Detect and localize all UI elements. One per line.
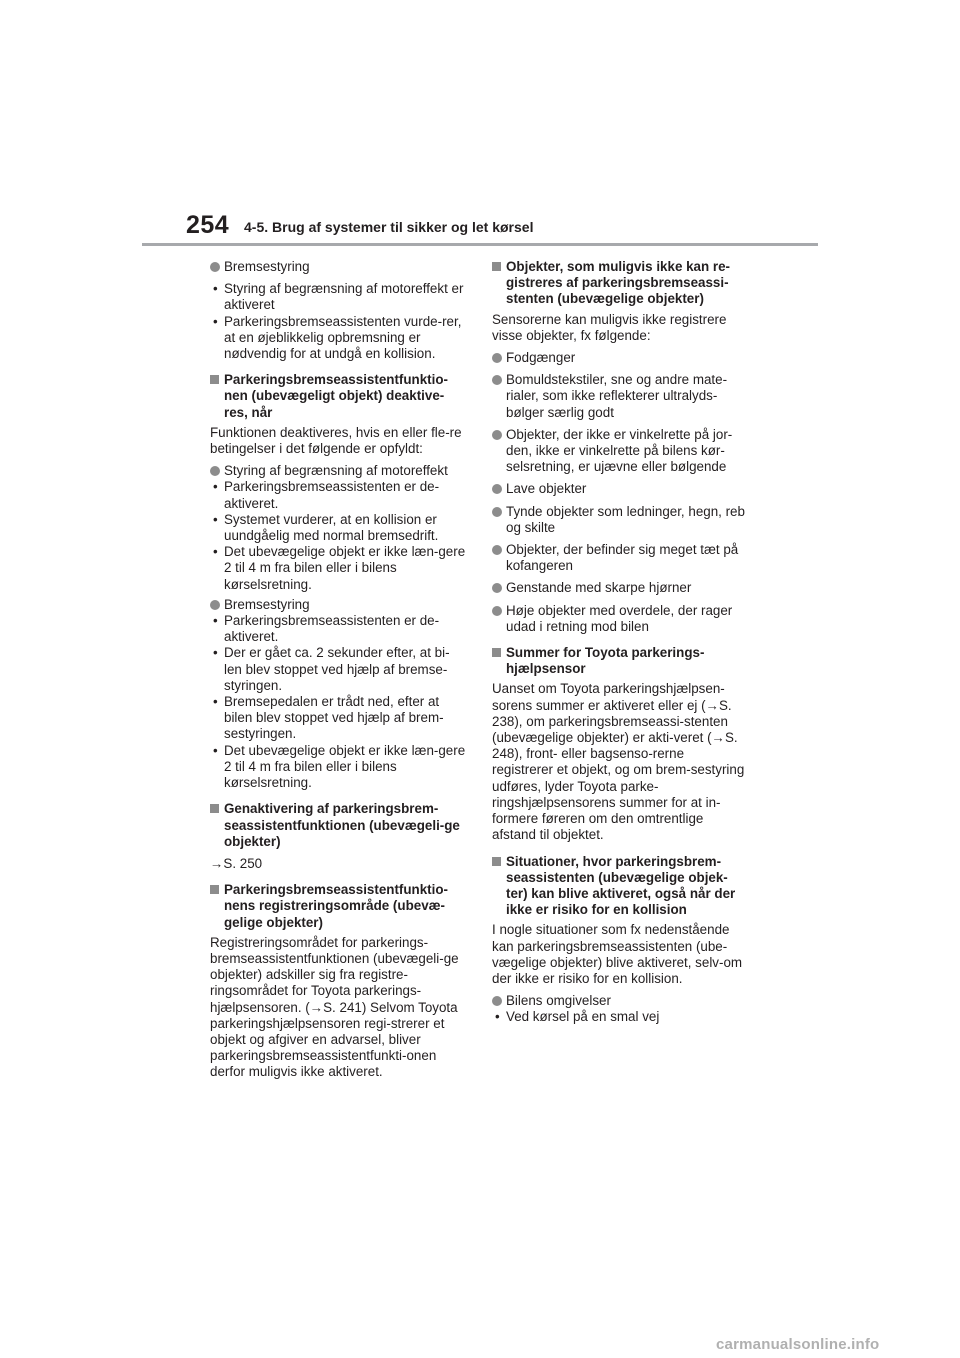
paragraph: Funktionen deaktiveres, hvis en eller fle-re betingelser i det følgende er opfyldt: <box>210 424 462 457</box>
bullet-text: Bremsestyring <box>224 596 310 612</box>
sub-item: • Styring af begrænsning af motoreffekt er aktiveret <box>210 281 466 313</box>
sub-item: • Parkeringsbremseassistenten er de-aktiveret. <box>210 613 466 645</box>
section-heading-text: Genaktivering af parkeringsbrem-seassistentfunktionen (ubevægeli-ge objekter) <box>224 801 460 849</box>
bullet-item <box>492 504 748 536</box>
bullet-item <box>492 542 748 574</box>
right-column <box>492 259 748 1026</box>
bullet-text: Genstande med skarpe hjørner <box>506 580 692 596</box>
bullet-dot-icon <box>492 375 502 385</box>
square-marker-icon <box>492 857 501 866</box>
bullet-text: Bilens omgivelser <box>506 993 611 1009</box>
bullet-text: Bremsestyring <box>224 259 310 274</box>
bullet-dot-icon <box>210 466 220 476</box>
square-marker-icon <box>210 375 219 384</box>
sub-item: • Systemet vurderer, at en kollision er uundgåelig med normal bremsedrift. <box>210 512 466 544</box>
paragraph: I nogle situationer som fx nedenstående kan parkeringsbremseassistenten (ube-vægelige objekter) blive aktiveret, selv-om der ikke er risiko for en kollision. <box>492 922 743 986</box>
header-rule <box>142 243 818 246</box>
bullet-text: Høje objekter med overdele, der rager udad i retning mod bilen <box>506 602 733 634</box>
bullet-text: Objekter, der befinder sig meget tæt på kofangeren <box>506 542 739 574</box>
bullet-item <box>492 580 748 596</box>
bullet-item <box>210 259 466 275</box>
bullet-item <box>492 427 748 476</box>
section-heading-text: Parkeringsbremseassistentfunktio-nen (ubevægeligt objekt) deaktive-res, når <box>224 372 448 420</box>
sub-item: • Det ubevægelige objekt er ikke læn-gere 2 til 4 m fra bilen eller i bilens kørselsretning. <box>210 743 466 792</box>
section-heading-text: Situationer, hvor parkeringsbrem-seassistenten (ubevægelige objek-ter) kan blive aktiveret, også når der ikke er risiko for en kollision <box>506 853 736 918</box>
bullet-text: Objekter, der ikke er vinkelrette på jor-den, ikke er vinkelrette på bilens kør-selsretning, er ujævne eller bølgende <box>506 426 733 475</box>
bullet-text: Tynde objekter som ledninger, hegn, reb og skilte <box>506 503 745 535</box>
square-marker-icon <box>210 804 219 813</box>
section-heading <box>492 645 748 677</box>
square-marker-icon <box>492 648 501 657</box>
bullet-dot-icon <box>210 600 220 610</box>
paragraph: Sensorerne kan muligvis ikke registrere visse objekter, fx følgende: <box>492 311 727 343</box>
left-column <box>210 259 466 1087</box>
chapter-title: 4-5. Brug af systemer til sikker og let kørsel <box>244 219 534 235</box>
bullet-item <box>492 372 748 421</box>
sub-item: • Der er gået ca. 2 sekunder efter, at bi-len blev stoppet ved hjælp af bremse-styringen. <box>210 645 466 694</box>
watermark: carmanualsonline.info <box>716 1336 880 1353</box>
bullet-item <box>492 603 748 635</box>
paragraph: Uanset om Toyota parkeringshjælpsen-sorens summer er aktiveret eller ej (→S. 238), om parkeringsbremseassi-stenten (ubevægelige objekter) er akti-veret (→S. 248), front- eller bagsenso-rerne registrerer et objekt, og om brem-sestyring udføres, lyder Toyota parke-ringshjælpsensorens summer for at in-formere føreren om den omtrentlige afstand til objektet. <box>492 681 745 843</box>
bullet-dot-icon <box>492 996 502 1006</box>
section-heading-text: Summer for Toyota parkerings-hjælpsensor <box>506 645 705 677</box>
bullet-dot-icon <box>492 545 502 555</box>
bullet-item <box>492 350 748 366</box>
sub-item: • Parkeringsbremseassistenten vurde-rer, at en øjeblikkelig opbremsning er nødvendig for at undgå en kollision. <box>210 314 466 363</box>
bullet-text: Lave objekter <box>506 481 587 497</box>
bullet-dot-icon <box>492 583 502 593</box>
bullet-dot-icon <box>492 430 502 440</box>
sub-item: • Det ubevægelige objekt er ikke læn-gere 2 til 4 m fra bilen eller i bilens kørselsretning. <box>210 544 466 593</box>
bullet-text: Styring af begrænsning af motoreffekt <box>224 463 448 479</box>
sub-item: • Ved kørsel på en smal vej <box>492 1009 748 1025</box>
sub-item: • Bremsepedalen er trådt ned, efter at bilen blev stoppet ved hjælp af brem-sestyringen. <box>210 694 466 743</box>
page-reference: →S. 250 <box>210 855 263 871</box>
bullet-dot-icon <box>210 262 220 272</box>
section-heading <box>210 801 466 850</box>
page-number: 254 <box>186 211 230 239</box>
square-marker-icon <box>492 262 501 271</box>
page-header <box>0 0 960 250</box>
sub-item: • Parkeringsbremseassistenten er de-aktiveret. <box>210 479 466 511</box>
bullet-text: Bomuldstekstiler, sne og andre mate-rialer, som ikke reflekterer ultralyds-bølger særlig godt <box>506 372 728 420</box>
section-heading <box>210 882 466 931</box>
bullet-item <box>210 463 466 479</box>
bullet-dot-icon <box>492 353 502 363</box>
section-heading-text: Parkeringsbremseassistentfunktio-nens registreringsområde (ubevæ-gelige objekter) <box>224 882 448 930</box>
square-marker-icon <box>210 885 219 894</box>
section-heading <box>210 372 466 421</box>
bullet-item <box>492 993 748 1009</box>
bullet-dot-icon <box>492 484 502 494</box>
section-heading <box>492 259 748 308</box>
section-heading-text: Objekter, som muligvis ikke kan re-gistreres af parkeringsbremseassi-stenten (ubevægelige objekter) <box>506 259 731 307</box>
bullet-text: Fodgænger <box>506 350 576 366</box>
paragraph: Registreringsområdet for parkerings-bremseassistentfunktionen (ubevægeli-ge objekter) adskiller sig fra registre-ringsområdet for Toyota parkerings-hjælpsensoren. (→S. 241) Selvom Toyota parkeringshjælpsensoren regi-strerer et objekt og afgiver en advarsel, bliver parkeringsbremseassistentfunkti-onen derfor muligvis ikke aktiveret. <box>210 934 459 1080</box>
bullet-item <box>210 597 466 613</box>
section-heading <box>492 854 748 919</box>
bullet-item <box>492 481 748 497</box>
bullet-dot-icon <box>492 606 502 616</box>
bullet-dot-icon <box>492 507 502 517</box>
